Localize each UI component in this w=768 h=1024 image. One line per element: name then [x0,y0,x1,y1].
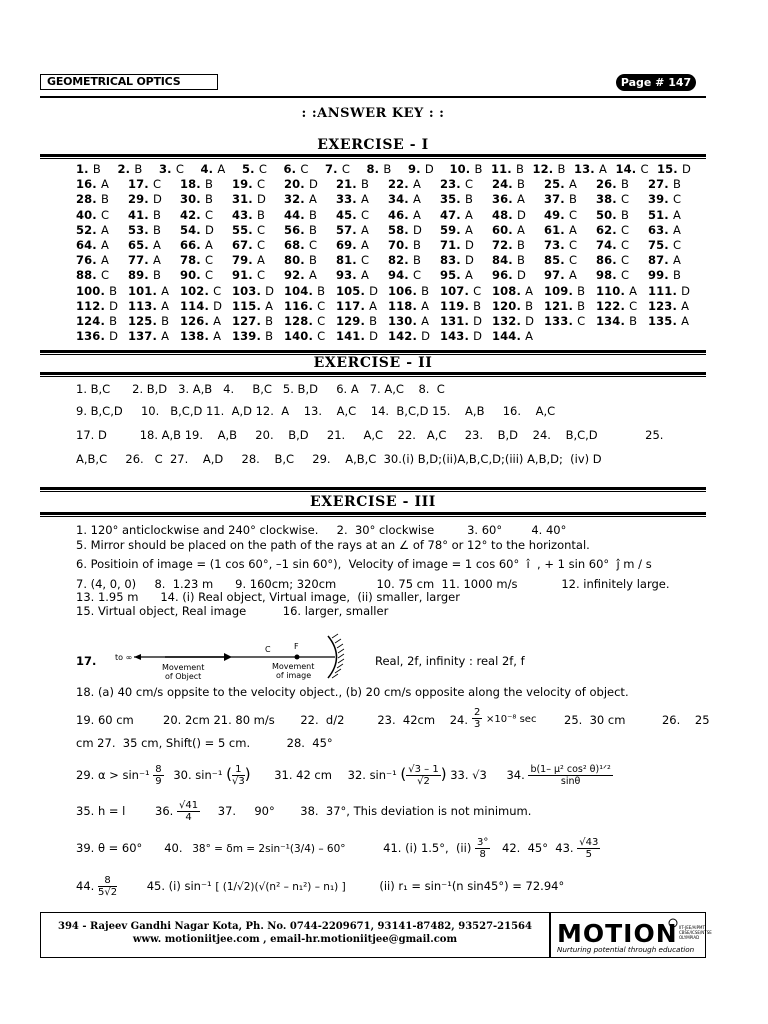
answer-entry: 137. A [128,329,170,344]
answer-entry: 40. C [76,207,110,222]
answer-row [76,223,698,238]
answer-entry: 85. C [544,253,578,268]
answer-entry: 63. A [648,222,682,237]
answer-entry: 25. A [544,177,578,192]
answer-entry: 56. B [284,222,318,237]
q24-answer: $\frac{2}{3}$ ×10⁻⁸ sec [474,707,537,730]
answer-entry: 65. A [128,238,162,253]
answer-entry: 108. A [492,283,534,298]
answer-entry: 19. C [232,177,266,192]
ex3-line-18: 18. (a) 40 cm/s oppsite to the velocity object., (b) 20 cm/s opposite along the velocity of object. [76,685,629,699]
answer-entry: 74. C [596,238,630,253]
answer-entry: 20. D [284,177,318,192]
answer-entry: 81. C [336,253,370,268]
ex3-line-25: 25. 30 cm 26. 25 [564,713,710,727]
answer-entry: 77. A [128,253,162,268]
answer-entry: 1. B [76,162,101,176]
answer-entry: 7. C [325,162,351,176]
movement-object-label-1: Movement [162,663,205,672]
answer-entry: 42. C [180,207,214,222]
answer-entry: 5. C [242,162,268,176]
answer-entry: 100. B [76,283,118,298]
answer-entry: 89. B [128,268,162,283]
answer-entry: 61. A [544,222,578,237]
answer-entry: 11. B [491,162,525,176]
answer-entry: 66. A [180,238,214,253]
answer-entry: 57. A [336,222,370,237]
answer-entry: 102. C [180,283,222,298]
answer-row [76,329,698,344]
answer-entry: 117. A [336,298,378,313]
answer-row [76,238,698,253]
answer-entry: 59. A [440,222,474,237]
answer-entry: 54. D [180,222,214,237]
answer-entry: 87. A [648,253,682,268]
answer-entry: 122. C [596,298,638,313]
answer-entry: 58. D [388,222,422,237]
answer-entry: 10. B [449,162,483,176]
q39-row: 39. θ = 60° 40. 38° = δm = 2sin⁻¹(3/4) – 60° 41. (i) 1.5°, (ii) $\frac{3^\circ}{8}$ 42. 45° 43. $\frac{√43}{5}$ [76,837,599,860]
answer-entry: 30. B [180,192,214,207]
movement-image-label-2: of image [276,671,312,680]
answer-entry: 129. B [336,314,378,329]
answer-row [76,192,698,207]
answer-entry: 76. A [76,253,110,268]
topic-label: GEOMETRICAL OPTICS [40,74,218,90]
answer-entry: 8. B [366,162,392,176]
exercise-2-heading: EXERCISE - II [313,355,433,371]
answer-entry: 16. A [76,177,110,192]
answer-entry: 91. C [232,268,266,283]
answer-entry: 72. B [492,238,526,253]
exercise-1-answers [76,162,698,344]
exercise-2-rule [40,372,706,377]
motion-logo [555,916,712,956]
answer-entry: 101. A [128,283,170,298]
svg-text:MOTION: MOTION [557,919,678,948]
answer-entry: 22. A [388,177,422,192]
answer-entry: 141. D [336,329,379,344]
answer-row [76,208,698,223]
answer-entry: 92. A [284,268,318,283]
answer-entry: 35. B [440,192,474,207]
ex3-line-19: 19. 60 cm 20. 2cm 21. 80 m/s 22. d/2 23. 42cm 24. [76,713,468,727]
answer-entry: 97. A [544,268,578,283]
answer-entry: 93. A [336,268,370,283]
answer-entry: 12. B [532,162,566,176]
svg-text:OLYMPIAD: OLYMPIAD [679,935,700,940]
to-infinity-label: to ∞ [115,653,133,662]
footer [40,912,712,958]
answer-entry: 135. A [648,314,690,329]
ex3-line-13: 13. 1.95 m 14. (i) Real object, Virtual image, (ii) smaller, larger [76,590,460,604]
answer-entry: 138. A [180,329,222,344]
center-label: C [265,645,271,654]
focus-point [295,655,300,660]
answer-entry: 31. D [232,192,266,207]
answer-entry: 118. A [388,298,430,313]
ex3-line-5: 5. Mirror should be placed on the path of the rays at an ∠ of 78° or 12° to the horizontal. [76,538,590,552]
answer-entry: 3. C [159,162,185,176]
exercise-1-rule [40,154,706,159]
mirror-hatching [332,634,344,678]
answer-entry: 132. D [492,314,535,329]
answer-entry: 143. D [440,329,483,344]
answer-entry: 38. C [596,192,630,207]
answer-entry: 36. A [492,192,526,207]
answer-entry: 107. C [440,283,482,298]
answer-entry: 142. D [388,329,431,344]
answer-entry: 144. A [492,329,534,344]
answer-entry: 99. B [648,268,682,283]
answer-entry: 88. C [76,268,110,283]
answer-entry: 17. C [128,177,162,192]
answer-entry: 70. B [388,238,422,253]
answer-entry: 45. C [336,207,370,222]
answer-entry: 41. B [128,207,162,222]
answer-entry: 128. C [284,314,326,329]
answer-entry: 26. B [596,177,630,192]
object-motion-arrow [224,653,232,661]
answer-entry: 115. A [232,298,274,313]
footer-divider [549,913,551,957]
answer-entry: 71. D [440,238,474,253]
ex3-line-6: 6. Positioin of image = (1 cos 60°, –1 sin 60°), Velocity of image = 1 cos 60° î , + 1 sin 60° ĵ m / s [76,557,652,571]
focus-label: F [294,642,299,651]
answer-entry: 140. C [284,329,326,344]
answer-entry: 98. C [596,268,630,283]
answer-entry: 62. C [596,222,630,237]
q29-row: 29. α > sin⁻¹ $\frac{8}{9}$ 30. sin⁻¹ ( $\frac{1}{√3}$ ) 31. 42 cm 32. sin⁻¹ ( $\frac{√3 - 1}{√2}$ ) 33. √3 34. $\frac{\text{b(1– μ² cos² θ)¹ᐟ²}}{\sin\theta}$ [76,764,611,787]
answer-entry: 14. C [615,162,649,176]
answer-entry: 127. B [232,314,274,329]
answer-entry: 119. B [440,298,482,313]
answer-entry: 123. A [648,298,690,313]
answer-entry: 6. C [283,162,309,176]
exercise-3-heading: EXERCISE - III [310,494,436,510]
answer-row [76,177,698,192]
answer-row [76,284,698,299]
answer-entry: 125. B [128,314,170,329]
answer-entry: 15. D [657,162,691,176]
answer-row [76,162,698,177]
answer-entry: 84. B [492,253,526,268]
axis-arrow [134,654,141,660]
answer-entry: 46. A [388,207,422,222]
answer-entry: 134. B [596,314,638,329]
answer-key-title: : :ANSWER KEY : : [301,106,445,121]
answer-entry: 83. D [440,253,474,268]
answer-entry: 103. D [232,283,275,298]
answer-entry: 69. A [336,238,370,253]
answer-entry: 106. B [388,283,430,298]
answer-entry: 114. D [180,298,223,313]
exercise-2-line-2: 9. B,C,D 10. B,C,D 11. A,D 12. A 13. A,C 14. B,C,D 15. A,B 16. A,C [76,404,556,418]
exercise-1-heading: EXERCISE - I [317,137,429,153]
answer-entry: 47. A [440,207,474,222]
answer-entry: 133. C [544,314,586,329]
answer-entry: 23. C [440,177,474,192]
answer-entry: 86. C [596,253,630,268]
mirror-diagram [110,630,360,680]
answer-entry: 55. C [232,222,266,237]
svg-text:CBSE/ICSE/NTSE: CBSE/ICSE/NTSE [679,930,712,935]
answer-entry: 131. D [440,314,483,329]
answer-entry: 39. C [648,192,682,207]
answer-entry: 94. C [388,268,422,283]
exercise-2-line-4: A,B,C 26. C 27. A,D 28. B,C 29. A,B,C 30.(i) B,D;(ii)A,B,C,D;(iii) A,B,D; (iv) D [76,452,602,466]
answer-entry: 51. A [648,207,682,222]
answer-entry: 32. A [284,192,318,207]
answer-entry: 110. A [596,283,638,298]
answer-entry: 2. B [117,162,143,176]
answer-row [76,268,698,283]
answer-entry: 34. A [388,192,422,207]
q44-row: 44. $\frac{8}{5√2}$ 45. (i) sin⁻¹ [ (1/√2)(√(n² – n₁²) – n₁) ] (ii) r₁ = sin⁻¹(n sin45°) = 72.94° [76,875,565,898]
page-number-badge: Page # 147 [616,74,696,91]
header-rule [40,96,706,98]
answer-entry: 75. C [648,238,682,253]
answer-entry: 73. C [544,238,578,253]
answer-entry: 79. A [232,253,266,268]
answer-entry: 82. B [388,253,422,268]
answer-entry: 116. C [284,298,326,313]
answer-entry: 50. B [596,207,630,222]
answer-row [76,253,698,268]
answer-entry: 112. D [76,298,119,313]
answer-row [76,299,698,314]
answer-entry: 67. C [232,238,266,253]
answer-entry: 53. B [128,222,162,237]
q35-row: 35. h = l 36. $\frac{√41}{4}$ 37. 90° 38. 37°, This deviation is not minimum. [76,800,532,823]
answer-entry: 68. C [284,238,318,253]
answer-entry: 49. C [544,207,578,222]
answer-entry: 4. A [200,162,226,176]
exercise-3-rule-top [40,487,706,492]
answer-entry: 33. A [336,192,370,207]
answer-entry: 24. B [492,177,526,192]
answer-entry: 104. B [284,283,326,298]
exercise-2-line-1: 1. B,C 2. B,D 3. A,B 4. B,C 5. B,D 6. A 7. A,C 8. C [76,382,445,396]
svg-text:IIT-JEE/AIPMT: IIT-JEE/AIPMT [679,925,705,930]
answer-entry: 21. B [336,177,370,192]
answer-entry: 120. B [492,298,534,313]
answer-entry: 60. A [492,222,526,237]
ex3-line-27: cm 27. 35 cm, Shift() = 5 cm. 28. 45° [76,736,333,750]
ex3-line-1: 1. 120° anticlockwise and 240° clockwise. 2. 30° clockwise 3. 60° 4. 40° [76,523,567,537]
answer-entry: 126. A [180,314,222,329]
answer-entry: 105. D [336,283,379,298]
answer-entry: 37. B [544,192,578,207]
movement-object-label-2: of Object [165,672,202,681]
svg-text:Nurturing potential through ed: Nurturing potential through education [557,945,695,954]
footer-address: 394 - Rajeev Gandhi Nagar Kota, Ph. No. 0744-2209671, 93141-87482, 93527-21564 www. motioniitjee.com , email-hr.motioniitjee@gmail.com [58,921,532,945]
ex3-line-15: 15. Virtual object, Real image 16. larger, smaller [76,604,389,618]
exercise-2-line-3: 17. D 18. A,B 19. A,B 20. B,D 21. A,C 22. A,C 23. B,D 24. B,C,D 25. [76,428,664,442]
answer-entry: 48. D [492,207,526,222]
answer-entry: 18. B [180,177,214,192]
answer-entry: 109. B [544,283,586,298]
answer-entry: 9. D [408,162,434,176]
answer-entry: 95. A [440,268,474,283]
answer-entry: 43. B [232,207,266,222]
answer-entry: 78. C [180,253,214,268]
answer-entry: 64. A [76,238,110,253]
answer-entry: 113. A [128,298,170,313]
answer-entry: 136. D [76,329,119,344]
movement-image-label-1: Movement [272,662,315,671]
answer-entry: 96. D [492,268,526,283]
answer-entry: 124. B [76,314,118,329]
answer-entry: 27. B [648,177,682,192]
answer-entry: 80. B [284,253,318,268]
answer-entry: 44. B [284,207,318,222]
exercise-3-rule [40,512,706,517]
answer-row [76,314,698,329]
answer-entry: 130. A [388,314,430,329]
answer-entry: 13. A [574,162,608,176]
answer-entry: 139. B [232,329,274,344]
answer-entry: 121. B [544,298,586,313]
answer-entry: 90. C [180,268,214,283]
answer-entry: 29. D [128,192,162,207]
answer-entry: 111. D [648,283,691,298]
q17-answer: Real, 2f, infinity : real 2f, f [375,654,525,668]
answer-entry: 52. A [76,222,110,237]
ex3-line-7: 7. (4, 0, 0) 8. 1.23 m 9. 160cm; 320cm 10. 75 cm 11. 1000 m/s 12. infinitely large. [76,577,670,591]
answer-entry: 28. B [76,192,110,207]
q17-number: 17. [76,654,97,668]
